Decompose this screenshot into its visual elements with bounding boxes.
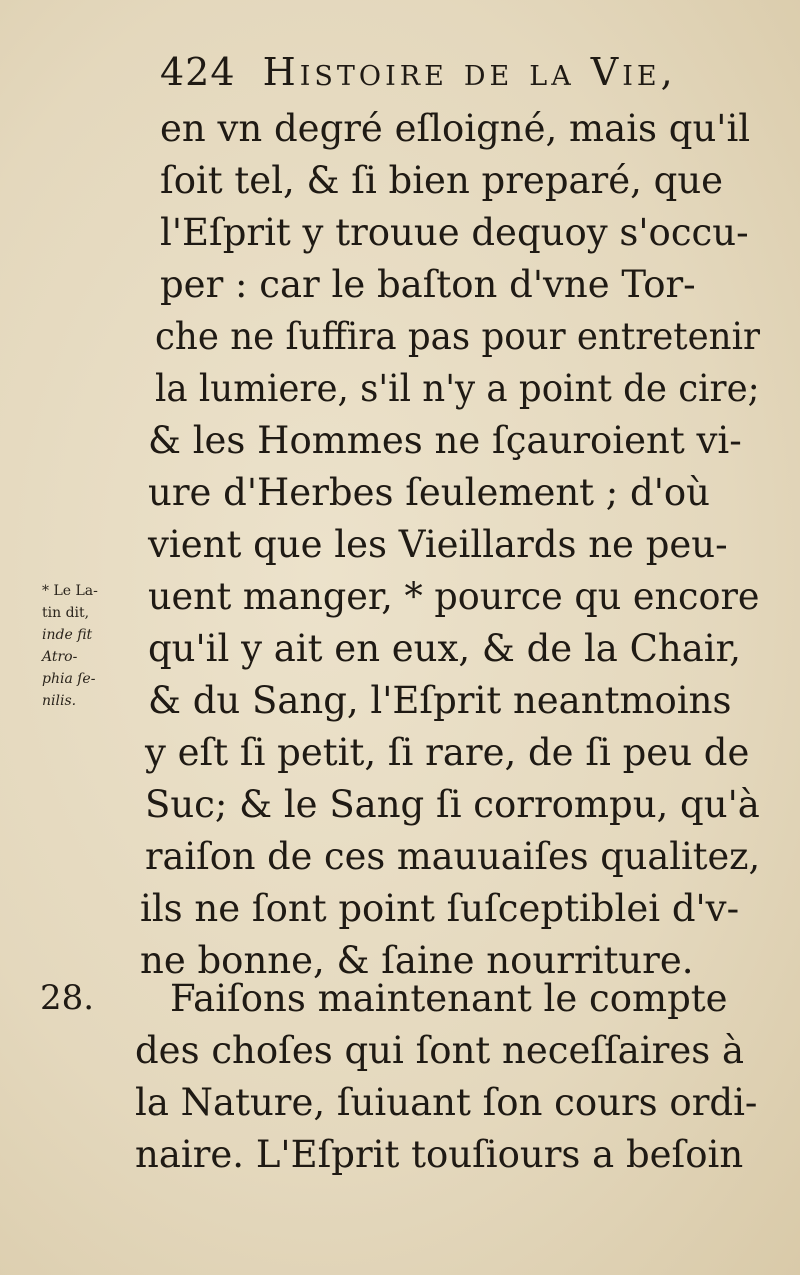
text-line: raiſon de ces mauuaiſes qualitez, (145, 835, 761, 878)
text-line: des choſes qui ſont neceſſaires à (135, 1029, 745, 1072)
text-line: la lumiere, s'il n'y a point de cire; (155, 367, 760, 410)
section-number: 28. (40, 978, 95, 1018)
text-line: vient que les Vieillards ne peu- (148, 523, 728, 566)
text-line: ure d'Herbes ſeulement ; d'où (148, 471, 710, 514)
text-line: per : car le baſton d'vne Tor- (160, 263, 696, 306)
margin-note-line: phia ſe- (42, 671, 96, 687)
text-line: & les Hommes ne ſçauroient vi- (148, 419, 742, 462)
margin-note-line: nilis. (42, 693, 77, 709)
margin-note-line: Atro- (42, 649, 78, 665)
text-line: ſoit tel, & ſi bien preparé, que (160, 159, 724, 202)
margin-note-line: tin dit, (42, 605, 90, 621)
page-number: 424 (160, 50, 236, 94)
margin-note (42, 580, 147, 712)
text-line: Suc; & le Sang ſi corrompu, qu'à (145, 783, 760, 826)
text-line: che ne ſuffira pas pour entretenir (155, 315, 760, 358)
running-header (160, 50, 677, 94)
text-line: l'Eſprit y trouue dequoy s'occu- (160, 211, 749, 254)
text-line: en vn degré eſloigné, mais qu'il (160, 107, 751, 150)
text-line: ils ne ſont point ſuſceptiblei d'v- (140, 887, 740, 930)
text-line: naire. L'Eſprit touſiours a beſoin (135, 1133, 744, 1176)
text-line: uent manger, * pource qu encore (148, 575, 760, 618)
margin-note-line: inde fit (42, 627, 93, 643)
text-line: la Nature, ſuiuant ſon cours ordi- (135, 1081, 758, 1124)
text-line: qu'il y ait en eux, & de la Chair, (148, 627, 742, 670)
margin-note-line: * Le La- (42, 583, 98, 599)
running-title: Histoire de la Vie, (262, 50, 677, 94)
text-line: ne bonne, & ſaine nourriture. (140, 939, 694, 982)
text-line: & du Sang, l'Eſprit neantmoins (148, 679, 732, 722)
text-line: y eſt ſi petit, ſi rare, de ſi peu de (145, 731, 750, 774)
text-line: Faiſons maintenant le compte (170, 977, 728, 1020)
